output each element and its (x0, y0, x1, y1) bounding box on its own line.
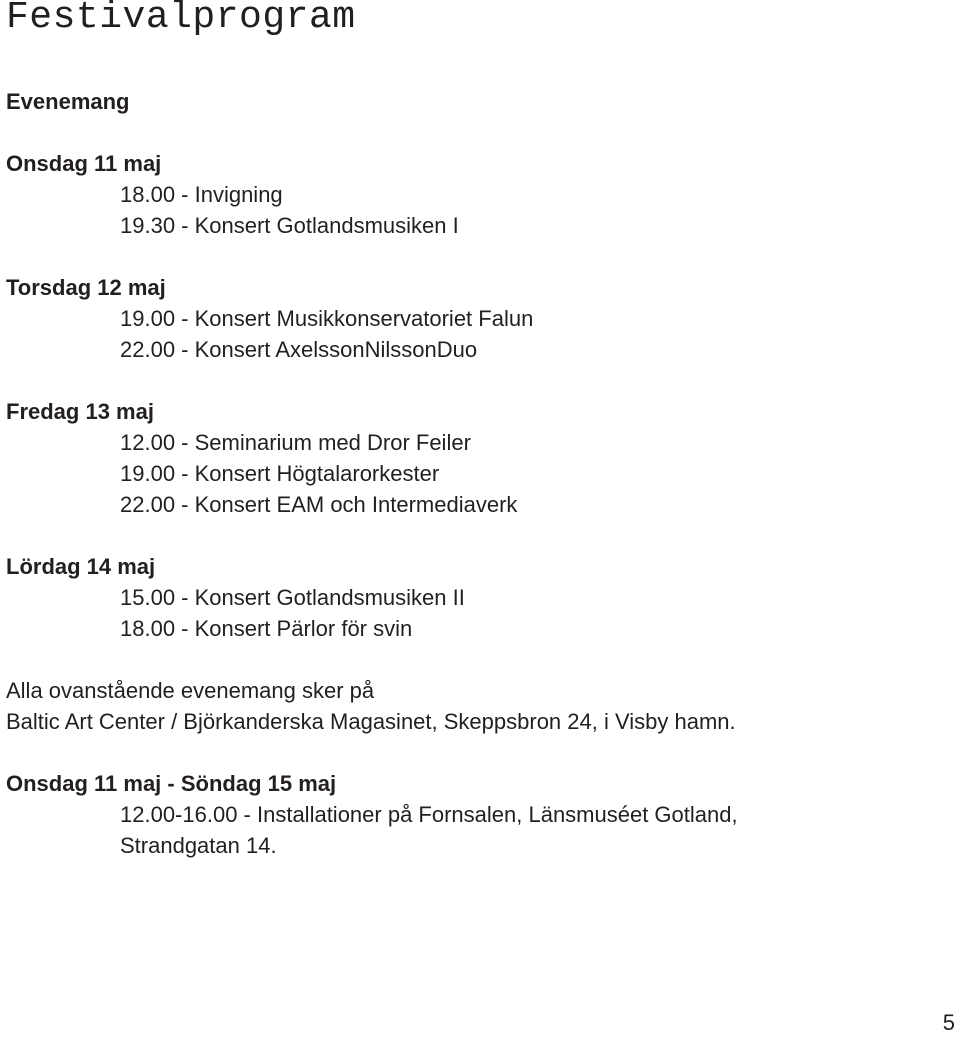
events-heading: Evenemang (6, 89, 130, 114)
installation-heading: Onsdag 11 maj - Söndag 15 maj (6, 771, 337, 796)
page-title: Festivalprogram (6, 0, 356, 39)
event-item: 22.00 - Konsert AxelssonNilssonDuo (120, 337, 478, 362)
program-content (6, 86, 946, 861)
installation-block (6, 768, 946, 861)
day-block-thursday (6, 272, 946, 365)
day-heading: Onsdag 11 maj (6, 151, 162, 176)
event-item: 19.00 - Konsert Musikkonservatoriet Falun (120, 306, 534, 331)
day-block-friday (6, 396, 946, 520)
venue-address: Baltic Art Center / Björkanderska Magasinet, Skeppsbron 24, i Visby hamn. (6, 709, 736, 734)
event-item: 19.30 - Konsert Gotlandsmusiken I (120, 213, 459, 238)
day-heading: Torsdag 12 maj (6, 275, 166, 300)
day-block-saturday (6, 551, 946, 644)
day-heading: Fredag 13 maj (6, 399, 154, 424)
venue-note (6, 675, 946, 737)
page-number: 5 (942, 1010, 955, 1035)
event-item: 19.00 - Konsert Högtalarorkester (120, 461, 440, 486)
installation-address: Strandgatan 14. (120, 833, 277, 858)
event-item: 22.00 - Konsert EAM och Intermediaverk (120, 492, 518, 517)
event-item: 18.00 - Konsert Pärlor för svin (120, 616, 413, 641)
venue-note-line: Alla ovanstående evenemang sker på (6, 678, 375, 703)
day-heading: Lördag 14 maj (6, 554, 156, 579)
event-item: 18.00 - Invigning (120, 182, 283, 207)
event-item: 12.00 - Seminarium med Dror Feiler (120, 430, 471, 455)
day-block-wednesday (6, 148, 946, 241)
event-item: 15.00 - Konsert Gotlandsmusiken II (120, 585, 465, 610)
installation-detail: 12.00-16.00 - Installationer på Fornsalen, Länsmuséet Gotland, (120, 802, 738, 827)
